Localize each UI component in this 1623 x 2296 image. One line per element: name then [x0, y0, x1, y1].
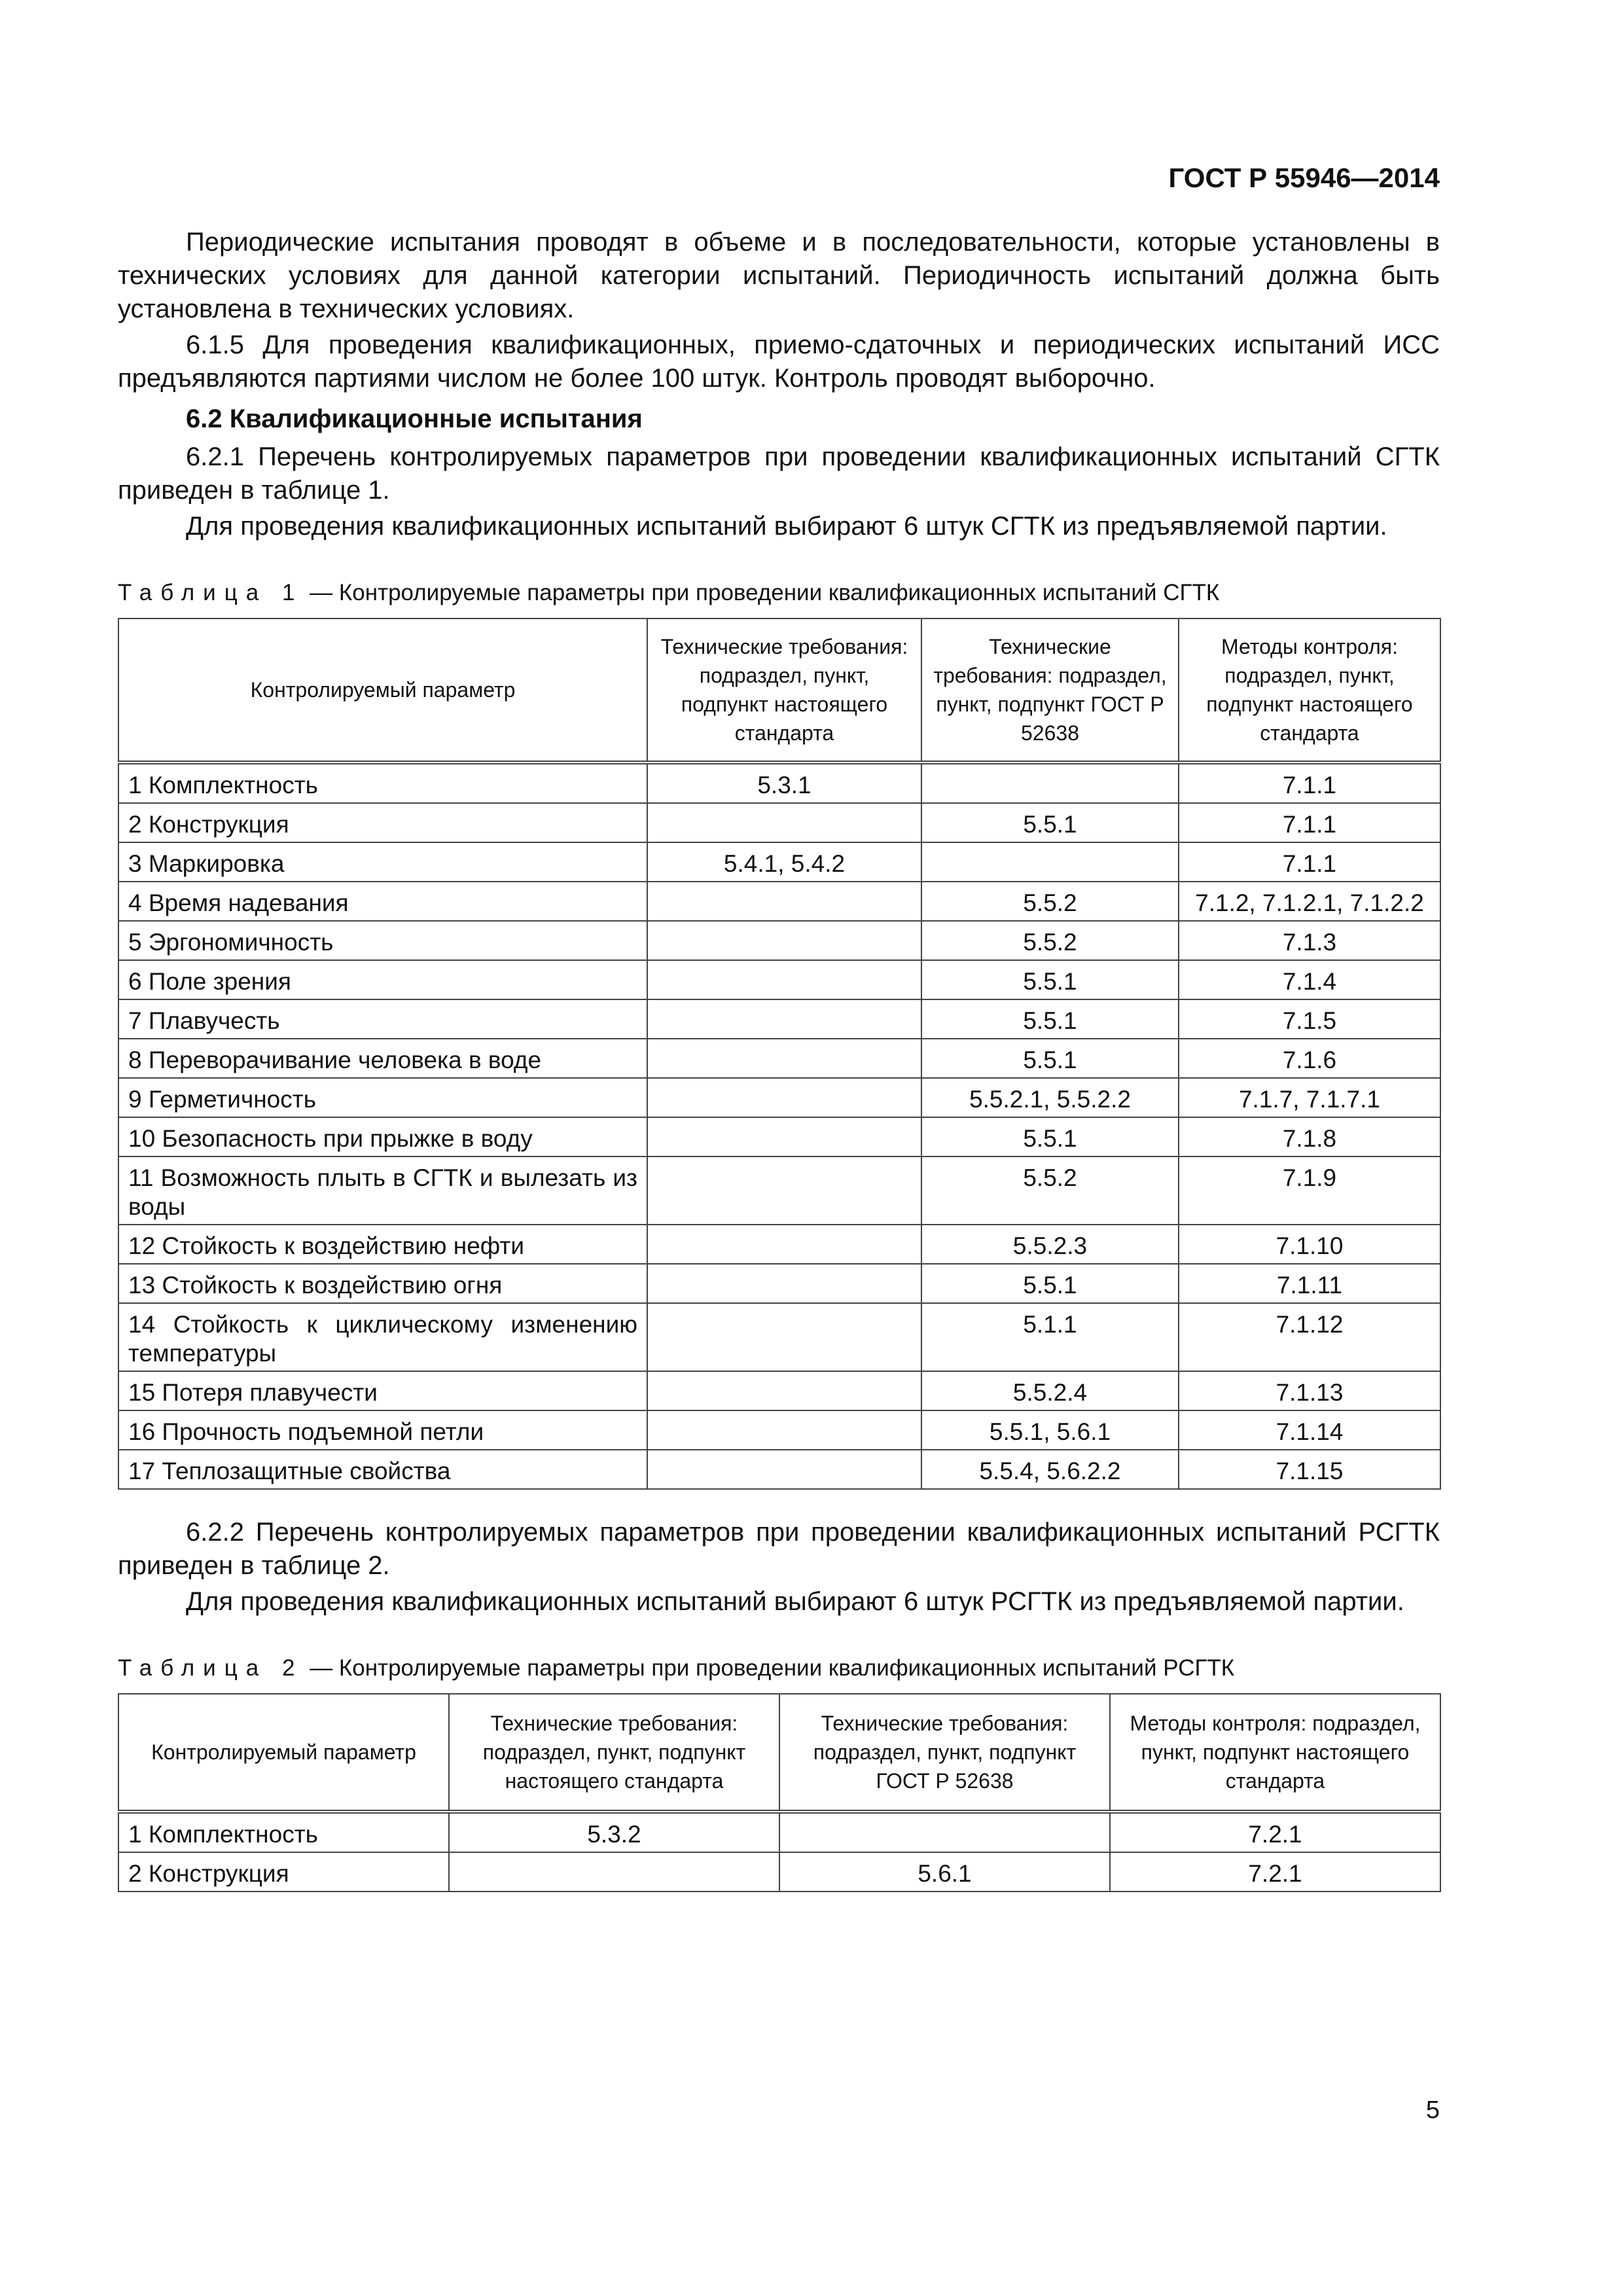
table2-caption-text: — Контролируемые параметры при проведении квалификационных испытаний РСГТК — [303, 1655, 1235, 1681]
table2-header-cell: Контролируемый параметр — [118, 1694, 449, 1812]
table1-value-cell: 7.1.1 — [1179, 803, 1440, 842]
table1-value-cell: 5.3.1 — [647, 762, 921, 803]
table2-header-cell: Методы контроля: подраздел, пункт, подпункт настоящего стандарта — [1110, 1694, 1440, 1812]
table1-value-cell: 7.1.12 — [1179, 1303, 1440, 1371]
paragraph-periodic-tests: Периодические испытания проводят в объеме и в последовательности, которые установлены в технических условиях для данной категории испытаний. Периодичность испытаний должна быть установлена в технических условиях. — [118, 228, 1440, 323]
table1-row — [118, 762, 1440, 803]
table2-row — [118, 1852, 1440, 1892]
table1-row — [118, 921, 1440, 960]
table1-row — [118, 1410, 1440, 1450]
table1-value-cell: 7.1.10 — [1179, 1225, 1440, 1264]
table1-value-cell — [647, 882, 921, 921]
table1-param-cell: 13 Стойкость к воздействию огня — [118, 1264, 647, 1303]
table1-value-cell: 7.1.7, 7.1.7.1 — [1179, 1078, 1440, 1117]
table1-value-cell: 5.5.2.1, 5.5.2.2 — [921, 1078, 1179, 1117]
table1-value-cell: 5.1.1 — [921, 1303, 1179, 1371]
table1-value-cell: 5.5.1 — [921, 803, 1179, 842]
table1-value-cell: 5.5.1 — [921, 999, 1179, 1039]
table1-row — [118, 1078, 1440, 1117]
table1-value-cell: 7.1.1 — [1179, 842, 1440, 882]
table1-param-cell: 2 Конструкция — [118, 803, 647, 842]
table1-param-cell: 1 Комплектность — [118, 762, 647, 803]
table1-value-cell: 5.5.1 — [921, 1117, 1179, 1157]
table1-value-cell — [647, 1117, 921, 1157]
table2-value-cell: 7.2.1 — [1110, 1812, 1440, 1852]
table1-value-cell: 7.1.14 — [1179, 1410, 1440, 1450]
table2-header-cell: Технические требования: подраздел, пункт, подпункт ГОСТ Р 52638 — [779, 1694, 1110, 1812]
table1-value-cell: 5.5.2.3 — [921, 1225, 1179, 1264]
table1-row — [118, 803, 1440, 842]
table1-value-cell — [647, 1039, 921, 1078]
table2 — [118, 1693, 1441, 1892]
table1-value-cell — [647, 921, 921, 960]
table1-value-cell — [647, 1450, 921, 1489]
table1-value-cell — [647, 1303, 921, 1371]
table1-caption — [118, 579, 1440, 607]
table1-value-cell: 7.1.4 — [1179, 960, 1440, 999]
paragraph-sample-sgtk: Для проведения квалификационных испытаний выбирают 6 штук СГТК из предъявляемой партии. — [186, 512, 1387, 541]
table1-param-cell: 12 Стойкость к воздействию нефти — [118, 1225, 647, 1264]
table1-value-cell: 7.1.11 — [1179, 1264, 1440, 1303]
table2-param-cell: 1 Комплектность — [118, 1812, 449, 1852]
table1-param-cell: 5 Эргономичность — [118, 921, 647, 960]
table1-value-cell: 5.5.1 — [921, 1264, 1179, 1303]
table1-param-cell: 4 Время надевания — [118, 882, 647, 921]
table1-value-cell: 7.1.2, 7.1.2.1, 7.1.2.2 — [1179, 882, 1440, 921]
table1-value-cell: 5.5.1 — [921, 1039, 1179, 1078]
table1-row — [118, 1157, 1440, 1225]
table2-value-cell: 5.3.2 — [449, 1812, 779, 1852]
table1-value-cell: 7.1.5 — [1179, 999, 1440, 1039]
table1-caption-prefix: Таблица 1 — [118, 580, 304, 605]
table1-value-cell: 5.5.2.4 — [921, 1371, 1179, 1410]
table1-param-cell: 8 Переворачивание человека в воде — [118, 1039, 647, 1078]
table1-header-cell: Технические требования: подраздел, пункт, подпункт настоящего стандарта — [647, 619, 921, 762]
table1-param-cell: 3 Маркировка — [118, 842, 647, 882]
table1-value-cell — [647, 1371, 921, 1410]
table1-row — [118, 1371, 1440, 1410]
table1-value-cell: 7.1.8 — [1179, 1117, 1440, 1157]
table1-row — [118, 1264, 1440, 1303]
table1-param-cell: 17 Теплозащитные свойства — [118, 1450, 647, 1489]
table1-param-cell: 15 Потеря плавучести — [118, 1371, 647, 1410]
table1-value-cell — [647, 1410, 921, 1450]
table1-value-cell: 5.5.1, 5.6.1 — [921, 1410, 1179, 1450]
table2-value-cell — [449, 1852, 779, 1892]
table2-header-cell: Технические требования: подраздел, пункт, подпункт настоящего стандарта — [449, 1694, 779, 1812]
table1-row — [118, 842, 1440, 882]
table1-value-cell — [647, 1078, 921, 1117]
table1-value-cell: 7.1.9 — [1179, 1157, 1440, 1225]
table1-value-cell — [647, 803, 921, 842]
page-content — [118, 226, 1440, 1892]
table2-caption — [118, 1654, 1440, 1683]
table1-value-cell: 5.4.1, 5.4.2 — [647, 842, 921, 882]
table1-row — [118, 1450, 1440, 1489]
table1-value-cell — [647, 960, 921, 999]
section-heading: 6.2 Квалификационные испытания — [186, 404, 643, 433]
paragraph-6-2-1: 6.2.1 Перечень контролируемых параметров при проведении квалификационных испытаний СГТК приведен в таблице 1. — [118, 442, 1440, 505]
table1-row — [118, 999, 1440, 1039]
table1-param-cell: 9 Герметичность — [118, 1078, 647, 1117]
table1-row — [118, 1117, 1440, 1157]
table2-row — [118, 1812, 1440, 1852]
table1-param-cell: 14 Стойкость к циклическому изменению температуры — [118, 1303, 647, 1371]
table1-value-cell — [921, 762, 1179, 803]
table1-value-cell: 5.5.4, 5.6.2.2 — [921, 1450, 1179, 1489]
table1-value-cell: 7.1.15 — [1179, 1450, 1440, 1489]
table2-param-cell: 2 Конструкция — [118, 1852, 449, 1892]
table1-value-cell: 7.1.6 — [1179, 1039, 1440, 1078]
table1-row — [118, 882, 1440, 921]
table1-body — [118, 762, 1440, 1489]
table1-value-cell — [647, 1157, 921, 1225]
table1-value-cell: 5.5.2 — [921, 882, 1179, 921]
paragraph-6-2-2: 6.2.2 Перечень контролируемых параметров при проведении квалификационных испытаний РСГТК приведен в таблице 2. — [118, 1518, 1440, 1580]
table1-param-cell: 16 Прочность подъемной петли — [118, 1410, 647, 1450]
table1-value-cell: 7.1.1 — [1179, 762, 1440, 803]
table1 — [118, 618, 1441, 1490]
table1-value-cell: 7.1.3 — [1179, 921, 1440, 960]
table1-row — [118, 1039, 1440, 1078]
table1-row — [118, 960, 1440, 999]
table1-header-cell: Контролируемый параметр — [118, 619, 647, 762]
paragraph-sample-rsgtk: Для проведения квалификационных испытаний выбирают 6 штук РСГТК из предъявляемой партии. — [186, 1587, 1404, 1616]
table1-header-cell: Методы контроля: подраздел, пункт, подпункт настоящего стандарта — [1179, 619, 1440, 762]
document-id: ГОСТ Р 55946—2014 — [1168, 162, 1440, 193]
table2-caption-prefix: Таблица 2 — [118, 1655, 304, 1681]
table2-value-cell: 7.2.1 — [1110, 1852, 1440, 1892]
table2-value-cell: 5.6.1 — [779, 1852, 1110, 1892]
table1-row — [118, 1303, 1440, 1371]
table1-param-cell: 6 Поле зрения — [118, 960, 647, 999]
table1-value-cell — [647, 999, 921, 1039]
table1-value-cell: 5.5.2 — [921, 1157, 1179, 1225]
table1-value-cell: 7.1.13 — [1179, 1371, 1440, 1410]
table1-param-cell: 10 Безопасность при прыжке в воду — [118, 1117, 647, 1157]
table1-caption-text: — Контролируемые параметры при проведении квалификационных испытаний СГТК — [303, 580, 1220, 605]
table1-value-cell — [647, 1225, 921, 1264]
table1-header-row — [118, 619, 1440, 762]
page-number: 5 — [1425, 2096, 1440, 2124]
table1-header-cell: Технические требования: подраздел, пункт, подпункт ГОСТ Р 52638 — [921, 619, 1179, 762]
table1-value-cell: 5.5.1 — [921, 960, 1179, 999]
table1-param-cell: 7 Плавучесть — [118, 999, 647, 1039]
table2-value-cell — [779, 1812, 1110, 1852]
table2-body — [118, 1812, 1440, 1892]
table1-value-cell — [921, 842, 1179, 882]
table1-value-cell: 5.5.2 — [921, 921, 1179, 960]
table1-value-cell — [647, 1264, 921, 1303]
table1-row — [118, 1225, 1440, 1264]
table2-header-row — [118, 1694, 1440, 1812]
table1-param-cell: 11 Возможность плыть в СГТК и вылезать из воды — [118, 1157, 647, 1225]
paragraph-6-1-5: 6.1.5 Для проведения квалификационных, приемо-сдаточных и периодических испытаний ИСС предъявляются партиями числом не более 100 штук. Контроль проводят выборочно. — [118, 331, 1440, 393]
